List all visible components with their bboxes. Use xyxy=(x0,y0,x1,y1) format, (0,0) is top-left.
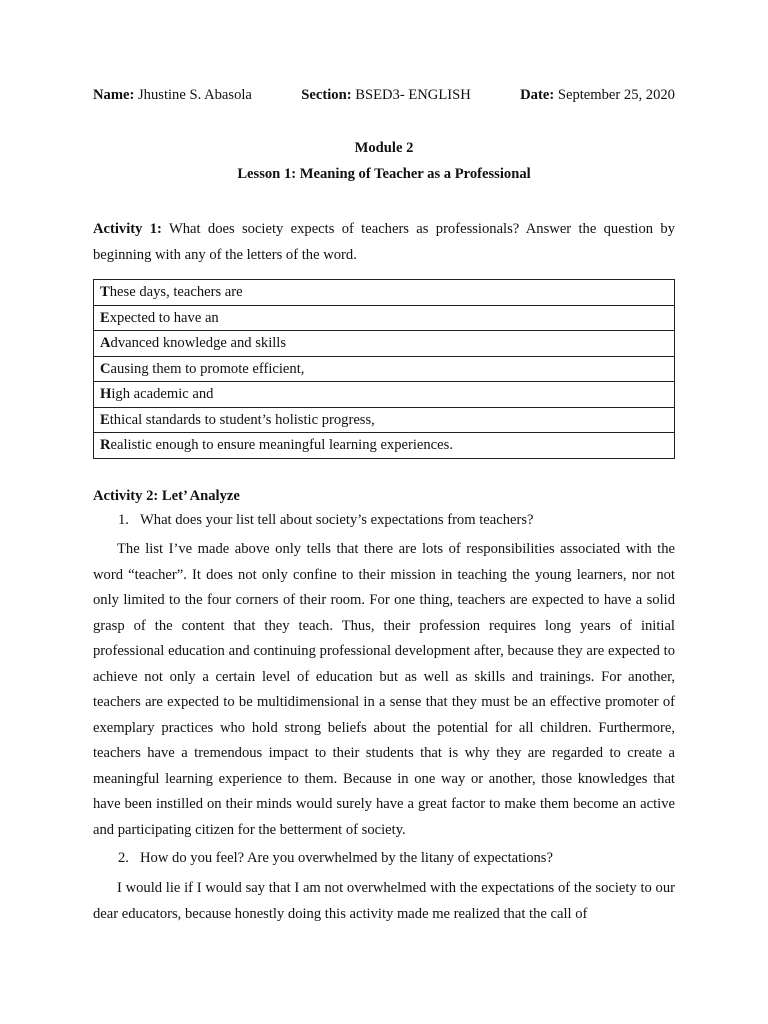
acrostic-cell xyxy=(94,305,675,331)
student-info-header xyxy=(93,87,675,104)
acrostic-cell xyxy=(94,331,675,357)
acrostic-cell xyxy=(94,280,675,306)
acrostic-letter: E xyxy=(100,411,110,428)
question-2: 2. How do you feel? Are you overwhelmed by the litany of expectations? xyxy=(118,850,553,866)
name-field: Name: Jhustine S. Abasola xyxy=(93,87,252,103)
acrostic-cell xyxy=(94,407,675,433)
acrostic-text: igh academic and xyxy=(111,386,214,403)
acrostic-text: ealistic enough to ensure meaningful learning experiences. xyxy=(110,437,453,454)
acrostic-table xyxy=(93,279,675,459)
question-1: 1. What does your list tell about society’s expectations from teachers? xyxy=(118,512,534,528)
acrostic-letter: A xyxy=(100,335,111,352)
acrostic-text: xpected to have an xyxy=(109,309,219,326)
acrostic-letter: E xyxy=(100,309,110,326)
acrostic-row xyxy=(94,382,675,408)
acrostic-row xyxy=(94,407,675,433)
section-field: Section: BSED3- ENGLISH xyxy=(301,87,471,103)
acrostic-row xyxy=(94,331,675,357)
answer-1: The list I’ve made above only tells that there are lots of responsibilities associated with the word “teacher”. It does not only confine to their mission in teaching the young learners, nor not only limited to the four corners of their room. For one thing, teachers are expected to have a solid grasp of the content that they teach. Thus, their profession requires long years of initial professional education and continuing professional development after, because they are expected to achieve not only a certain level of education but as well as skills and trainings. For another, teachers are expected to be multidimensional in a sense that they must be an effective promoter of exemplary practices who hold strong beliefs about the potential for all children. Furthermore, teachers have a tremendous impact to their students that is why they are regarded to create a meaningful learning experience to them. Because in one way or another, those knowledges that have been instilled on their minds would surely have a great factor to make them become an active and participating citizen for the betterment of society. xyxy=(93,541,675,838)
acrostic-text: ausing them to promote efficient, xyxy=(110,360,305,377)
activity2-heading: Activity 2: Let’ Analyze xyxy=(93,488,240,504)
acrostic-letter: R xyxy=(100,437,111,454)
lesson-title: Lesson 1: Meaning of Teacher as a Professional xyxy=(237,166,531,182)
acrostic-row xyxy=(94,433,675,459)
acrostic-cell xyxy=(94,356,675,382)
acrostic-cell xyxy=(94,382,675,408)
acrostic-letter: C xyxy=(100,360,111,377)
acrostic-text: dvanced knowledge and skills xyxy=(110,335,287,352)
acrostic-text: hese days, teachers are xyxy=(109,284,243,301)
acrostic-row xyxy=(94,356,675,382)
acrostic-letter: H xyxy=(100,386,112,403)
acrostic-text: thical standards to student’s holistic progress, xyxy=(109,411,375,428)
activity1-prompt: Activity 1: What does society expects of teachers as professionals? Answer the question by beginning with any of the letters of the word. xyxy=(93,221,675,263)
acrostic-row xyxy=(94,280,675,306)
acrostic-letter: T xyxy=(100,284,110,301)
date-field: Date: September 25, 2020 xyxy=(520,87,675,103)
module-title: Module 2 xyxy=(354,140,414,156)
acrostic-cell xyxy=(94,433,675,459)
answer-2: I would lie if I would say that I am not overwhelmed with the expectations of the society to our dear educators, because honestly doing this activity made me realized that the call of xyxy=(93,880,675,922)
acrostic-row xyxy=(94,305,675,331)
